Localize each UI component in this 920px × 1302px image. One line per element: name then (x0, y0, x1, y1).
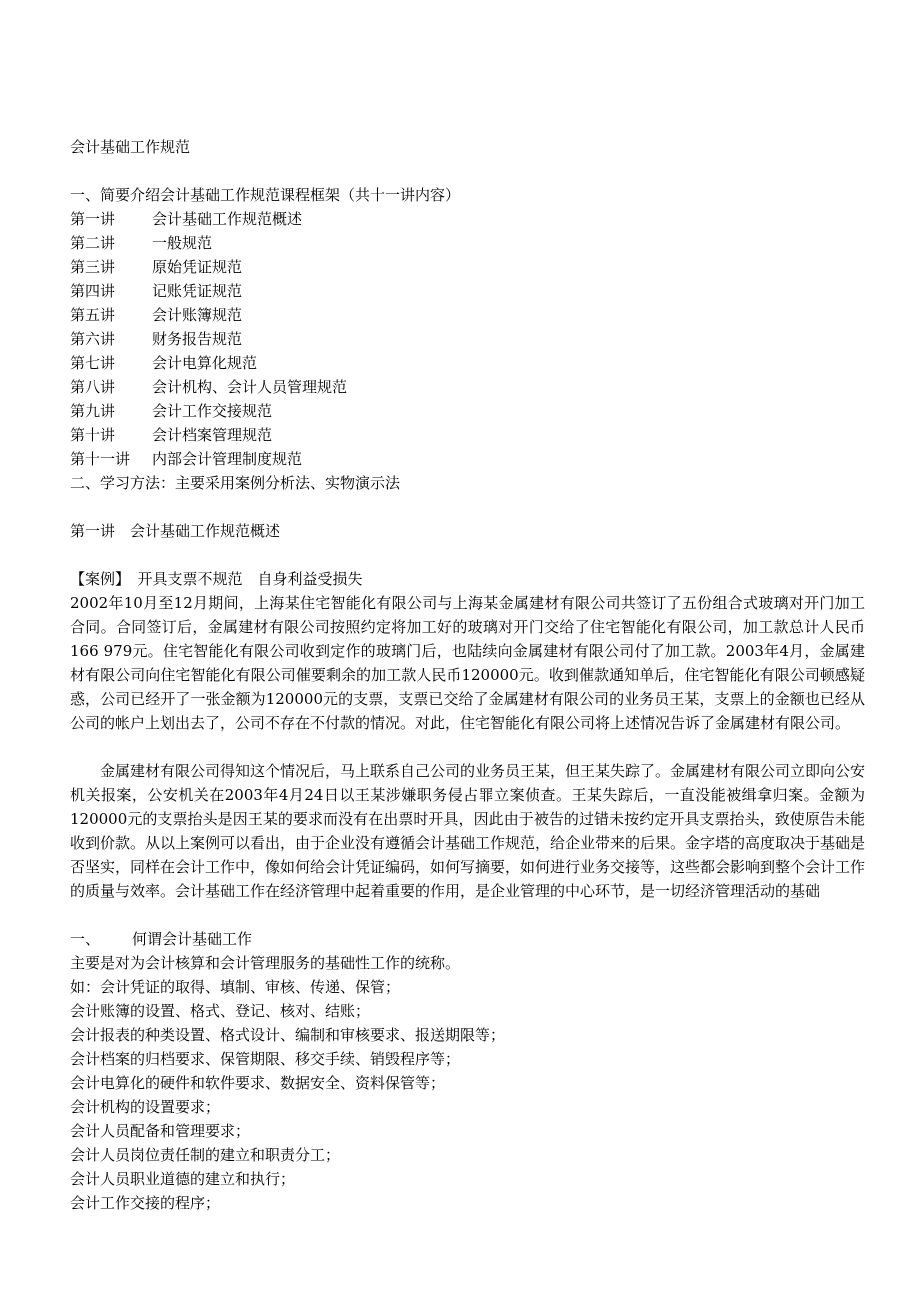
outline-lecture-9 (70, 399, 272, 423)
list-item: 会计机构的设置要求； (70, 1098, 221, 1116)
case-title: 【案例】 开具支票不规范 自身利益受损失 (70, 570, 363, 588)
outline-lecture-6 (70, 327, 242, 351)
outline-lecture-7 (70, 351, 257, 375)
lecture-title: 会计工作交接规范 (152, 402, 273, 420)
lecture-title: 一般规范 (152, 234, 213, 252)
lecture1-heading: 第一讲 会计基础工作规范概述 (70, 522, 281, 540)
lecture-number: 第十讲 (70, 426, 116, 444)
outline-lecture-2 (70, 231, 212, 255)
lecture-title: 会计基础工作规范概述 (152, 210, 303, 228)
outline-lecture-10 (70, 423, 272, 447)
list-item: 会计电算化的硬件和软件要求、数据安全、资料保管等； (70, 1074, 446, 1092)
outline-lecture-11 (70, 447, 302, 471)
list-item: 会计账簿的设置、格式、登记、核对、结账； (70, 1002, 371, 1020)
lecture-number: 第二讲 (70, 234, 116, 252)
document-title: 会计基础工作规范 (70, 138, 191, 156)
lecture-number: 第七讲 (70, 354, 116, 372)
outline-lecture-5 (70, 303, 242, 327)
lecture-title: 记账凭证规范 (152, 282, 243, 300)
lecture-number: 第四讲 (70, 282, 116, 300)
list-item: 如：会计凭证的取得、填制、审核、传递、保管； (70, 978, 401, 996)
outline-lecture-3 (70, 255, 242, 279)
section-number: 一、 (70, 930, 101, 948)
lecture-number: 第六讲 (70, 330, 116, 348)
study-method: 二、学习方法：主要采用案例分析法、实物演示法 (70, 474, 401, 492)
lecture-number: 第八讲 (70, 378, 116, 396)
section1-heading (70, 927, 252, 951)
case-paragraph-1: 2002年10月至12月期间，上海某住宅智能化有限公司与上海某金属建材有限公司共签订了五份组合式玻璃对开门加工合同。合同签订后，金属建材有限公司按照约定将加工好的玻璃对开门交给了住宅智能化有限公司，加工款总计人民币166 979元。住宅智能化有限公司收到定作的玻璃门后，也陆续向金属建材有限公司付了加工款。2003年4月，金属建材有限公司向住宅智能化有限公司催要剩余的加工款人民币120000元。收到催款通知单后，住宅智能化有限公司顿感疑惑，公司已经开了一张金额为120000元的支票，支票已交给了金属建材有限公司的业务员王某，支票上的金额也已经从公司的帐户上划出去了，公司不存在不付款的情况。对此，住宅智能化有限公司将上述情况告诉了金属建材有限公司。 (70, 594, 865, 732)
lecture-title: 会计电算化规范 (152, 354, 258, 372)
outline-lecture-1 (70, 207, 302, 231)
lecture-title: 会计账簿规范 (152, 306, 243, 324)
outline-heading: 一、简要介绍会计基础工作规范课程框架（共十一讲内容） (70, 186, 461, 204)
list-item: 会计报表的种类设置、格式设计、编制和审核要求、报送期限等； (70, 1026, 506, 1044)
list-item: 会计人员岗位责任制的建立和职责分工； (70, 1146, 341, 1164)
lecture-number: 第十一讲 (70, 450, 131, 468)
lecture-title: 会计档案管理规范 (152, 426, 273, 444)
list-item: 会计人员职业道德的建立和执行； (70, 1170, 296, 1188)
lecture-number: 第一讲 (70, 210, 116, 228)
lecture-title: 会计机构、会计人员管理规范 (152, 378, 348, 396)
section1-definition: 主要是对为会计核算和会计管理服务的基础性工作的统称。 (70, 954, 461, 972)
lecture-title: 内部会计管理制度规范 (152, 450, 303, 468)
list-item: 会计档案的归档要求、保管期限、移交手续、销毁程序等； (70, 1050, 461, 1068)
list-item: 会计人员配备和管理要求； (70, 1122, 251, 1140)
lecture-number: 第五讲 (70, 306, 116, 324)
lecture-number: 第九讲 (70, 402, 116, 420)
section-title: 何谓会计基础工作 (132, 930, 253, 948)
lecture-title: 财务报告规范 (152, 330, 243, 348)
lecture-title: 原始凭证规范 (152, 258, 243, 276)
list-item: 会计工作交接的程序； (70, 1194, 221, 1212)
outline-lecture-8 (70, 375, 347, 399)
outline-lecture-4 (70, 279, 242, 303)
lecture-number: 第三讲 (70, 258, 116, 276)
case-paragraph-2: 金属建材有限公司得知这个情况后，马上联系自己公司的业务员王某，但王某失踪了。金属建材有限公司立即向公安机关报案，公安机关在2003年4月24日以王某涉嫌职务侵占罪立案侦查。王某失踪后，一直没能被缉拿归案。金额为120000元的支票抬头是因王某的要求而没有在出票时开具，因此由于被告的过错未按约定开具支票抬头，致使原告未能收到价款。从以上案例可以看出，由于企业没有遵循会计基础工作规范，给企业带来的后果。金字塔的高度取决于基础是否坚实，同样在会计工作中，像如何给会计凭证编码，如何写摘要，如何进行业务交接等，这些都会影响到整个会计工作的质量与效率。会计基础工作在经济管理中起着重要的作用，是企业管理的中心环节，是一切经济管理活动的基础 (70, 762, 866, 900)
